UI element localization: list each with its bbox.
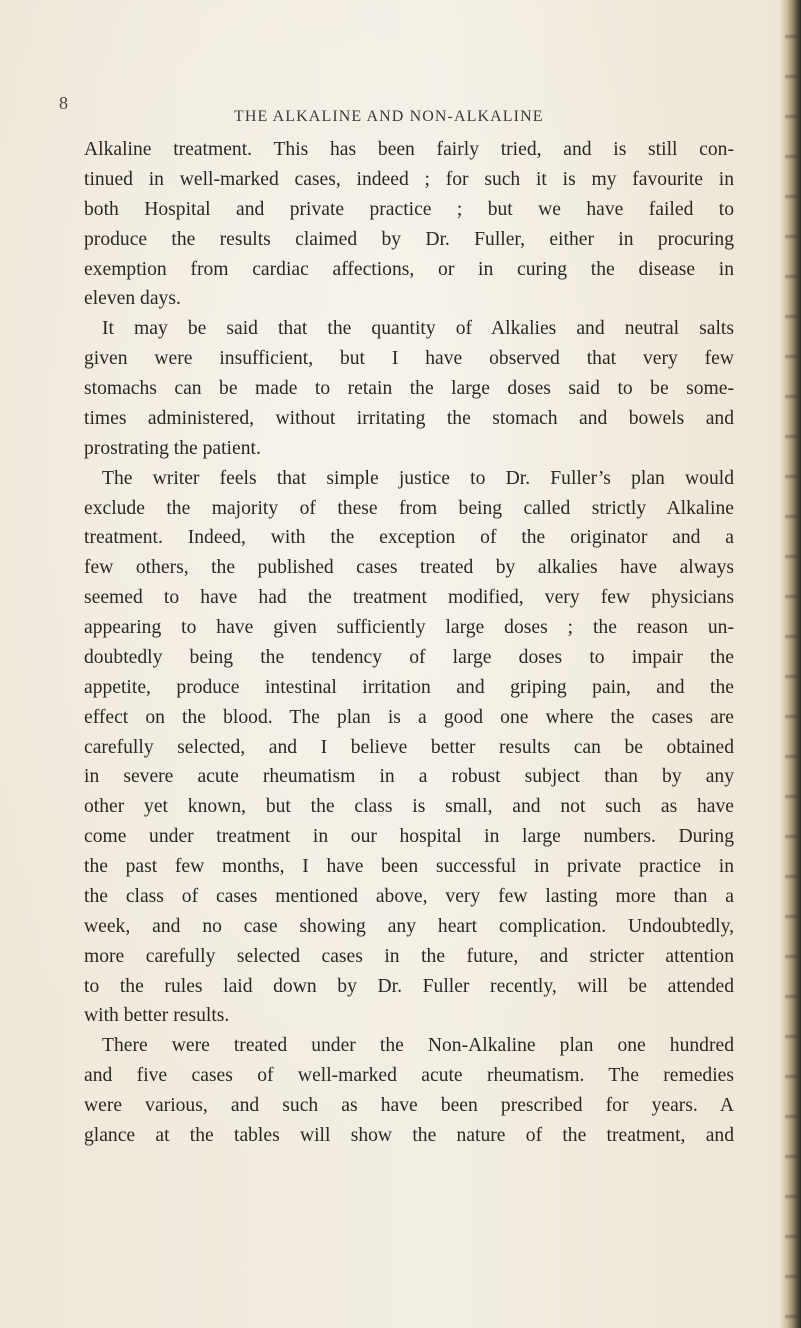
text-line: prostrating the patient.: [84, 437, 261, 459]
text-line: There were treated under the Non-Alkaline plan one hundred: [102, 1035, 734, 1057]
text-line: times administered, without irritating the stomach and bowels and: [84, 407, 734, 429]
text-line: the class of cases mentioned above, very few lasting more than a: [84, 885, 734, 907]
text-line: doubtedly being the tendency of large doses to impair the: [84, 646, 734, 668]
text-line: in severe acute rheumatism in a robust subject than by any: [84, 766, 734, 788]
text-line: both Hospital and private practice ; but we have failed to: [84, 198, 734, 220]
text-line: glance at the tables will show the nature of the treatment, and: [84, 1124, 734, 1146]
text-line: treatment. Indeed, with the exception of the originator and a: [84, 527, 734, 549]
text-line: with better results.: [84, 1005, 230, 1027]
text-line: Alkaline treatment. This has been fairly tried, and is still con-: [84, 139, 734, 160]
text-line: exemption from cardiac affections, or in curing the disease in: [84, 258, 734, 280]
text-line: to the rules laid down by Dr. Fuller recently, will be attended: [84, 975, 734, 997]
page-number: 8: [59, 93, 68, 113]
text-line: appearing to have given sufficiently large doses ; the reason un-: [84, 617, 734, 638]
binding-texture: [785, 0, 799, 1328]
text-line: given were insufficient, but I have observed that very few: [84, 348, 734, 370]
text-line: were various, and such as have been prescribed for years. A: [84, 1095, 734, 1116]
text-line: carefully selected, and I believe better results can be obtained: [84, 736, 734, 758]
text-line: and five cases of well-marked acute rheumatism. The remedies: [84, 1065, 734, 1087]
running-head: THE ALKALINE AND NON-ALKALINE: [234, 108, 544, 125]
text-line: exclude the majority of these from being called strictly Alkaline: [84, 497, 734, 519]
text-line: other yet known, but the class is small, and not such as have: [84, 796, 734, 818]
text-line: the past few months, I have been successful in private practice in: [84, 856, 734, 877]
text-line: effect on the blood. The plan is a good one where the cases are: [84, 706, 734, 728]
text-line: produce the results claimed by Dr. Fuller, either in procuring: [84, 228, 734, 250]
text-line: tinued in well-marked cases, indeed ; for such it is my favourite in: [84, 168, 734, 190]
text-line: appetite, produce intestinal irritation and griping pain, and the: [84, 676, 734, 698]
text-line: more carefully selected cases in the future, and stricter attention: [84, 945, 734, 967]
book-binding-edge: [779, 0, 801, 1328]
text-line: week, and no case showing any heart complication. Undoubtedly,: [84, 915, 734, 937]
text-line: come under treatment in our hospital in large numbers. During: [84, 826, 734, 848]
text-line: It may be said that the quantity of Alkalies and neutral salts: [102, 318, 734, 340]
text-line: The writer feels that simple justice to Dr. Fuller’s plan would: [102, 467, 734, 489]
text-line: stomachs can be made to retain the large doses said to be some-: [84, 378, 734, 399]
text-line: seemed to have had the treatment modified, very few physicians: [84, 587, 734, 609]
text-line: eleven days.: [84, 288, 181, 310]
text-line: few others, the published cases treated by alkalies have always: [84, 557, 734, 579]
body-text: [84, 135, 734, 1151]
